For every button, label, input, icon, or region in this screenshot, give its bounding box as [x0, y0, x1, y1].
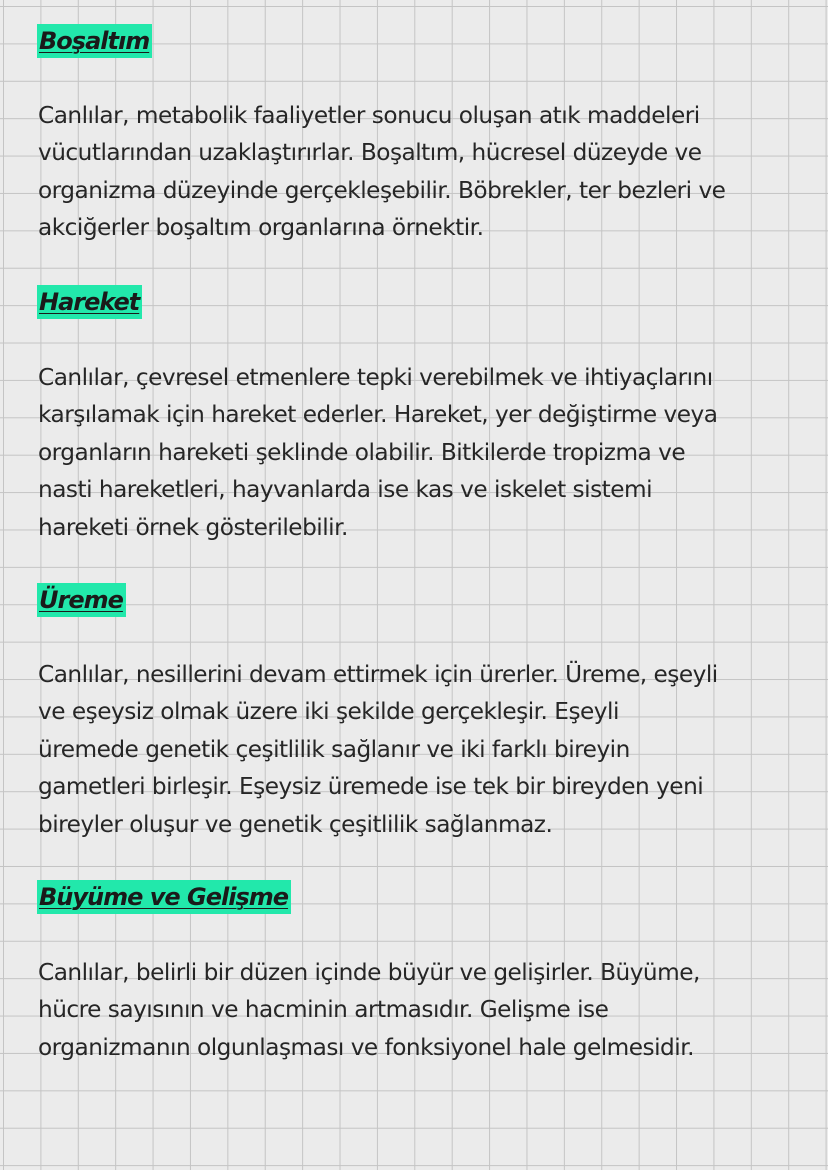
paragraph-line: organizmanın olgunlaşması ve fonksiyonel hale gelmesidir.: [38, 1033, 694, 1061]
paragraph-line: Canlılar, metabolik faaliyetler sonucu oluşan atık maddeleri: [38, 102, 700, 129]
paragraph-line: Canlılar, belirli bir düzen içinde büyür ve gelişirler. Büyüme,: [38, 959, 700, 986]
section-heading-hareket: Hareket: [37, 285, 142, 319]
section-paragraph-ureme: [38, 656, 808, 843]
paragraph-line: karşılamak için hareket ederler. Hareket, yer değiştirme veya: [38, 401, 718, 429]
paragraph-line: hareketi örnek gösterilebilir.: [38, 513, 348, 541]
paragraph-line: bireyler oluşur ve genetik çeşitlilik sağlanmaz.: [38, 810, 553, 838]
section-heading-ureme: Üreme: [37, 583, 126, 617]
paragraph-line: nasti hareketleri, hayvanlarda ise kas ve iskelet sistemi: [38, 476, 653, 504]
section-heading-bosaltim: Boşaltım: [37, 24, 152, 58]
paragraph-line: hücre sayısının ve hacminin artmasıdır. Gelişme ise: [38, 996, 609, 1024]
paragraph-line: gametleri birleşir. Eşeysiz üremede ise tek bir bireyden yeni: [38, 773, 704, 801]
paragraph-line: vücutlarından uzaklaştırırlar. Boşaltım, hücresel düzeyde ve: [38, 139, 702, 167]
section-paragraph-hareket: [38, 359, 808, 546]
paragraph-line: Canlılar, nesillerini devam ettirmek için ürerler. Üreme, eşeyli: [38, 661, 718, 688]
paragraph-line: akciğerler boşaltım organlarına örnektir.: [38, 214, 484, 242]
paragraph-line: Canlılar, çevresel etmenlere tepki verebilmek ve ihtiyaçlarını: [38, 364, 713, 391]
paragraph-line: üremede genetik çeşitlilik sağlanır ve iki farklı bireyin: [38, 735, 630, 763]
paragraph-line: organizma düzeyinde gerçekleşebilir. Böbrekler, ter bezleri ve: [38, 176, 726, 204]
section-paragraph-buyume-ve-gelisme: [38, 954, 808, 1066]
paragraph-line: ve eşeysiz olmak üzere iki şekilde gerçekleşir. Eşeyli: [38, 698, 619, 726]
paragraph-line: organların hareketi şeklinde olabilir. Bitkilerde tropizma ve: [38, 438, 686, 466]
section-heading-buyume-ve-gelisme: Büyüme ve Gelişme: [37, 880, 291, 914]
section-paragraph-bosaltim: [38, 97, 808, 247]
